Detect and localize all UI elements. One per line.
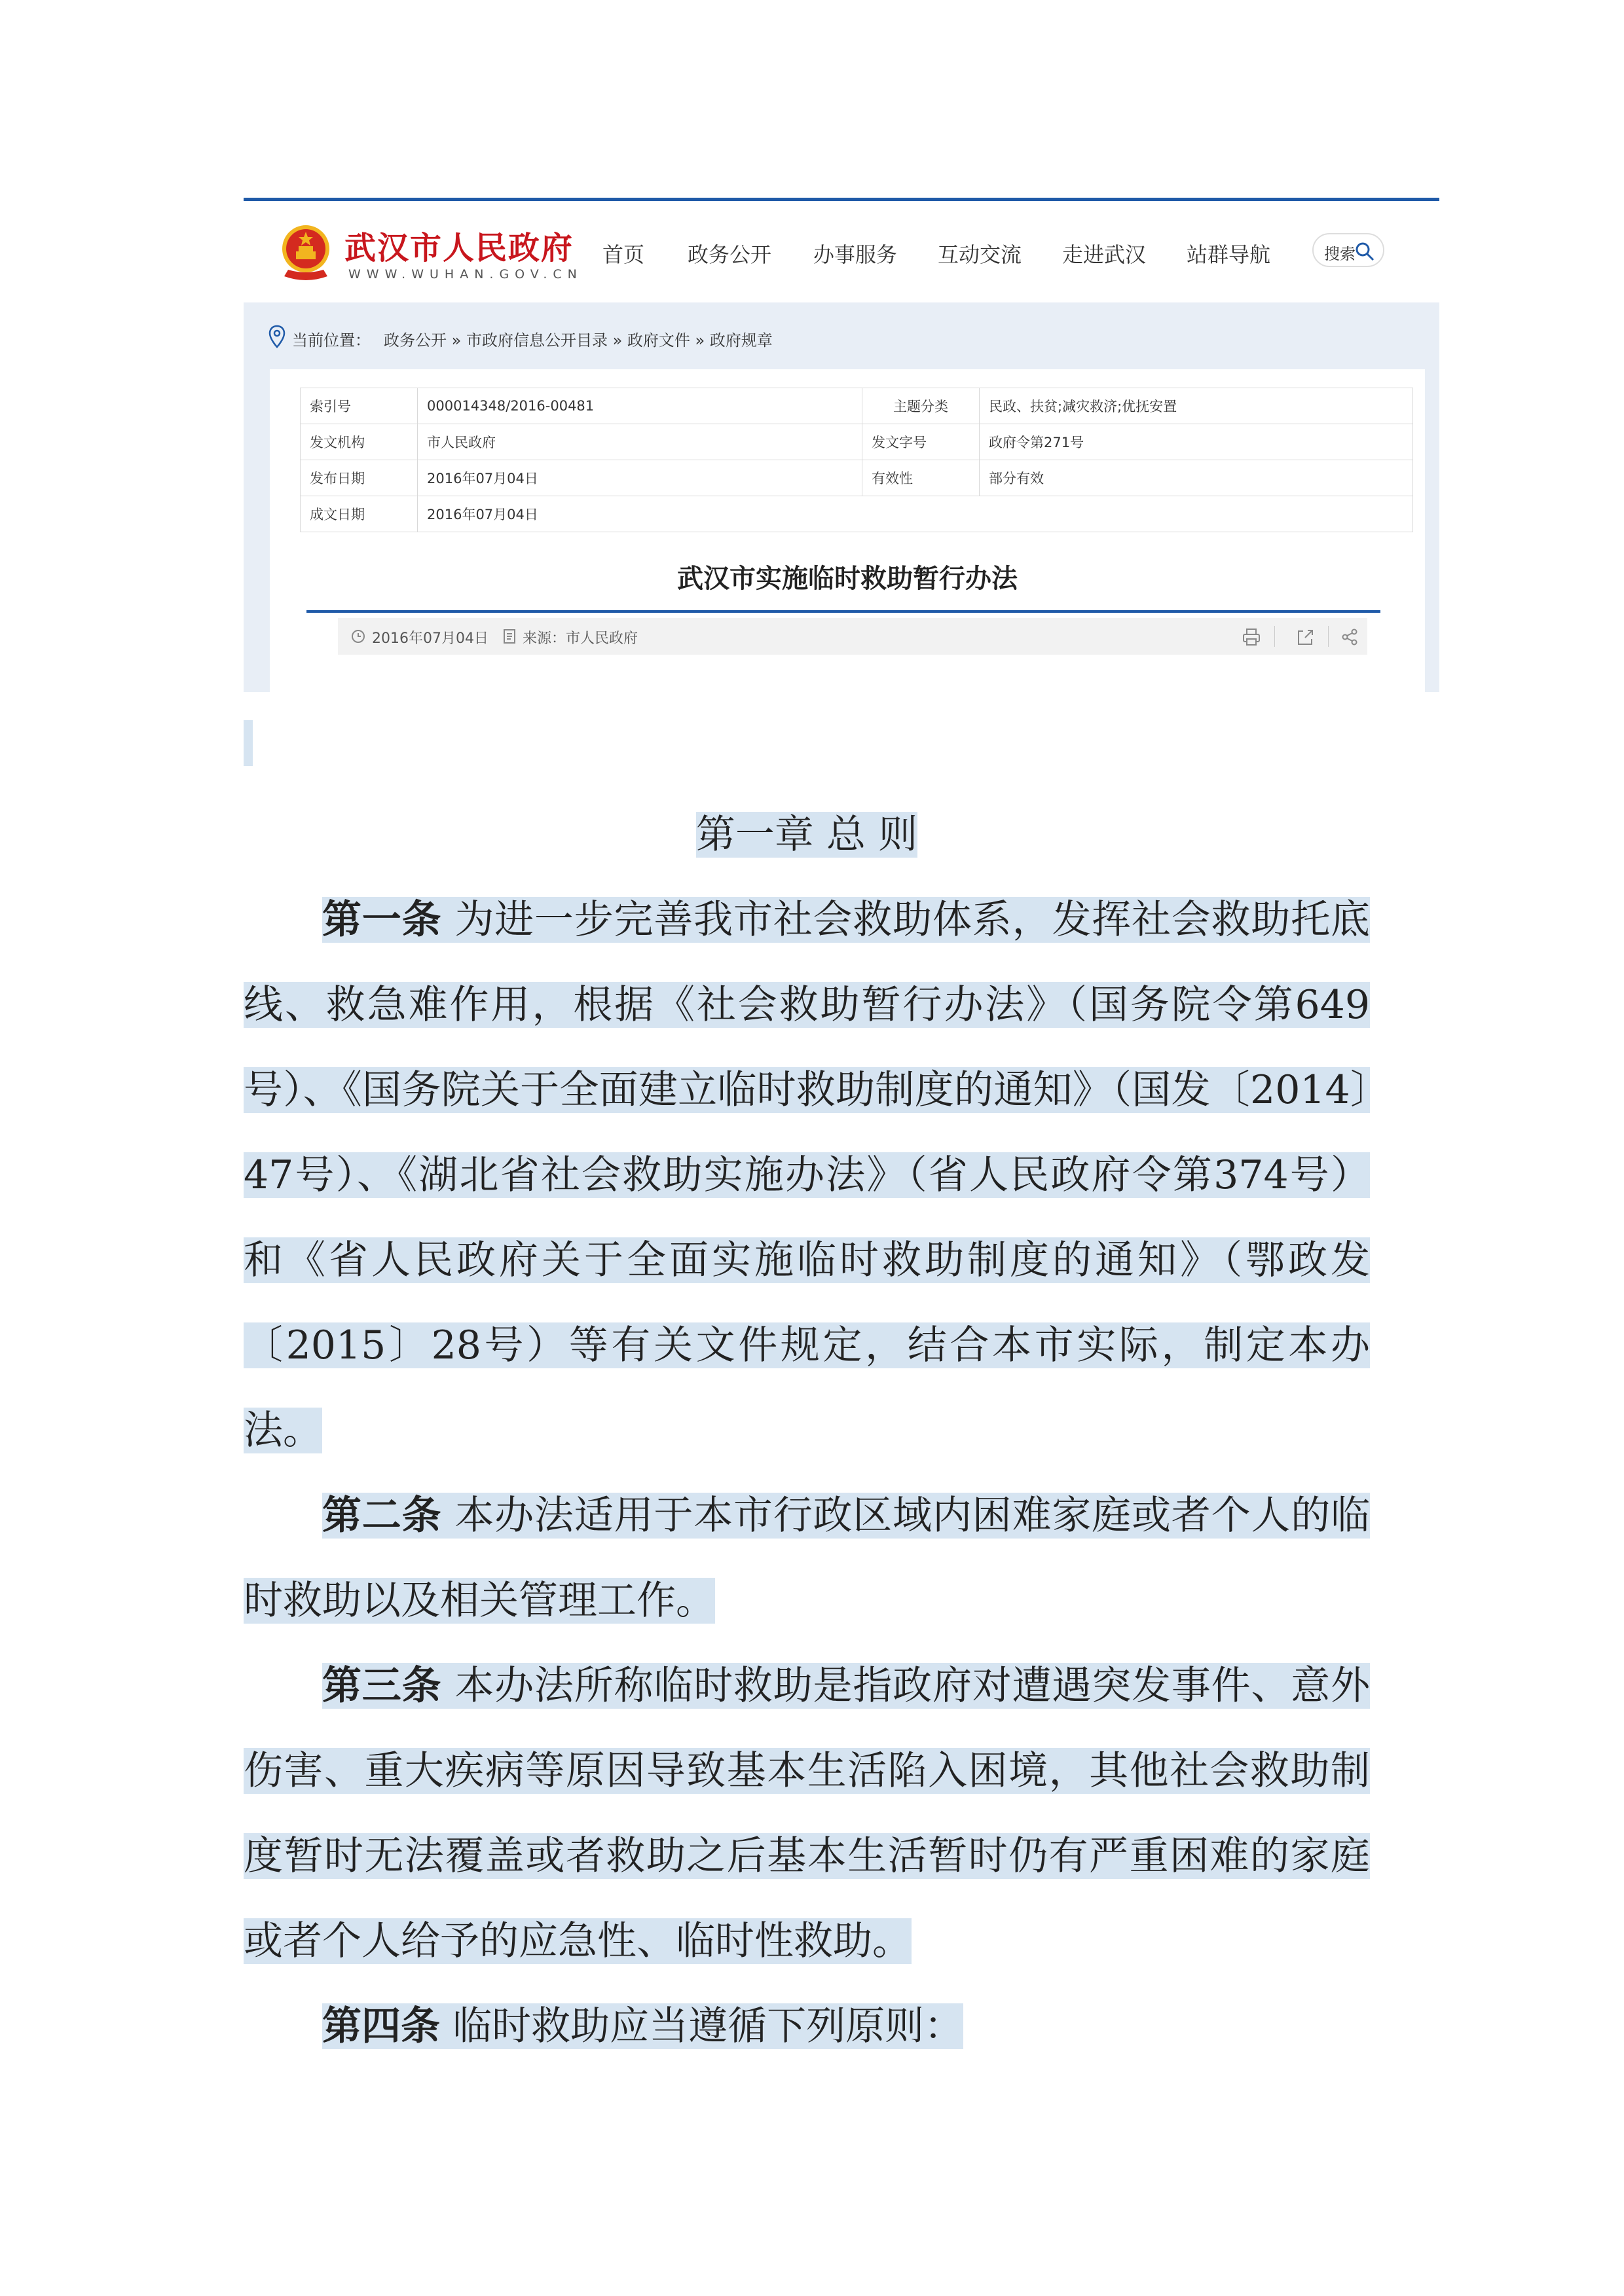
document-title: 武汉市实施临时救助暂行办法 [677, 564, 1018, 594]
link-icon[interactable] [1340, 627, 1359, 647]
doc-number-label: 发文字号 [862, 424, 980, 460]
nav-item-about-wuhan[interactable]: 走进武汉 [1062, 242, 1147, 267]
article-1 [244, 877, 1370, 1473]
website-screenshot [244, 198, 1439, 692]
site-title[interactable]: 武汉市人民政府 [344, 230, 574, 266]
nav-item-services[interactable]: 办事服务 [813, 242, 898, 267]
breadcrumb-path[interactable]: 政务公开 » 市政府信息公开目录 » 政府文件 » 政府规章 [384, 331, 773, 350]
toolbar-divider [1328, 626, 1329, 647]
article-3 [244, 1643, 1370, 1984]
article-1-title: 第一条 [322, 897, 442, 943]
location-pin-icon [268, 325, 286, 348]
content-area [244, 302, 1439, 692]
topic-value: 民政、扶贫;减灾救济;优抚安置 [980, 388, 1413, 424]
chapter-heading [244, 792, 1370, 877]
article-2-title: 第二条 [322, 1493, 442, 1539]
metadata-table [300, 388, 1413, 532]
print-icon[interactable] [1242, 627, 1261, 647]
site-url: WWW.WUHAN.GOV.CN [348, 267, 583, 282]
document-panel [270, 369, 1425, 692]
search-icon [1354, 241, 1375, 262]
nav-item-government-affairs[interactable]: 政务公开 [688, 242, 772, 267]
article-4 [244, 1984, 1370, 2069]
nav-item-interaction[interactable]: 互动交流 [938, 242, 1022, 267]
nav-item-site-navigation[interactable]: 站群导航 [1187, 242, 1271, 267]
doc-number-value: 政府令第271号 [980, 424, 1413, 460]
share-icon[interactable] [1295, 627, 1315, 647]
table-row [301, 424, 1413, 460]
article-3-text: 本办法所称临时救助是指政府对遭遇突发事件、意外伤害、重大疾病等原因导致基本生活陷入困境，其他社会救助制度暂时无法覆盖或者救助之后基本生活暂时仍有严重困难的家庭或者个人给予的应急性、临时性救助。 [244, 1663, 1371, 1964]
article-2-text: 本办法适用于本市行政区域内困难家庭或者个人的临时救助以及相关管理工作。 [244, 1493, 1371, 1624]
issuer-label: 发文机构 [301, 424, 418, 460]
topic-label: 主题分类 [862, 388, 980, 424]
chapter-title: 第一章 总 则 [695, 812, 918, 858]
index-label: 索引号 [301, 388, 418, 424]
document-icon [503, 629, 516, 644]
written-date-label: 成文日期 [301, 496, 418, 532]
article-2 [244, 1473, 1370, 1643]
validity-value: 部分有效 [980, 460, 1413, 496]
search-label: 搜索 [1324, 245, 1356, 263]
toolbar-divider [1274, 626, 1275, 647]
title-divider [306, 610, 1380, 613]
table-row [301, 496, 1413, 532]
index-value: 000014348/2016-00481 [418, 388, 862, 424]
search-button[interactable] [1312, 233, 1384, 267]
document-source: 来源：市人民政府 [523, 630, 638, 647]
emblem-icon [278, 219, 334, 284]
article-4-title: 第四条 [322, 2003, 440, 2049]
highlight-marker [244, 720, 253, 766]
article-1-text: 为进一步完善我市社会救助体系，发挥社会救助托底线、救急难作用，根据《社会救助暂行办法》（国务院令第649号）、《国务院关于全面建立临时救助制度的通知》（国发〔2014〕47号）、《湖北省社会救助实施办法》（省人民政府令第374号）和《省人民政府关于全面实施临时救助制度的通知》（鄂政发〔2015〕28号）等有关文件规定，结合本市实际，制定本办法。 [244, 897, 1371, 1453]
header-top-line [244, 198, 1439, 201]
clock-icon [351, 629, 365, 644]
document-info-bar [338, 618, 1367, 655]
regulation-text [244, 792, 1370, 2069]
document-date: 2016年07月04日 [372, 630, 489, 647]
table-row [301, 460, 1413, 496]
article-4-text: 临时救助应当遵循下列原则： [452, 2003, 964, 2049]
issuer-value: 市人民政府 [418, 424, 862, 460]
publish-date-label: 发布日期 [301, 460, 418, 496]
written-date-value: 2016年07月04日 [418, 496, 1413, 532]
breadcrumb-prefix: 当前位置： [292, 331, 371, 350]
article-3-title: 第三条 [322, 1663, 442, 1709]
nav-item-home[interactable]: 首页 [602, 242, 645, 267]
validity-label: 有效性 [862, 460, 980, 496]
table-row [301, 388, 1413, 424]
publish-date-value: 2016年07月04日 [418, 460, 862, 496]
